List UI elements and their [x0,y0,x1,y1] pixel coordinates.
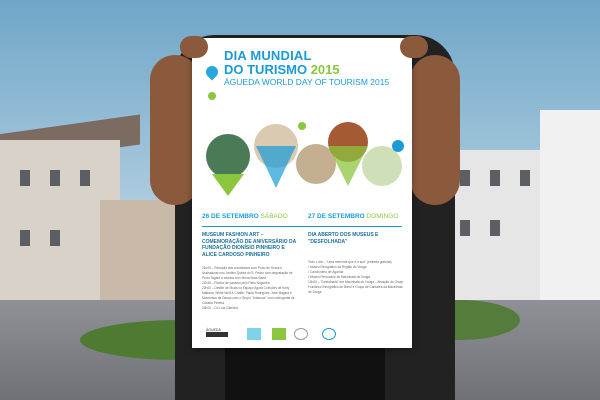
triangle-green [212,174,244,196]
date-right [308,213,398,220]
event-left-title: MUSEUM FASHION ART – COMEMORAÇÃO DE ANIVERSÁRIO DA FUNDAÇÃO DIONÍSIO PINHEIRO E ALICE CARDOSO PINHEIRO [202,232,297,258]
seal-logo [294,328,308,340]
un-logo [322,328,336,340]
title-line2-text: DO TURISMO [224,62,308,77]
title-year: 2015 [310,62,340,77]
left-hand [180,36,208,58]
shirt [225,340,385,400]
small-blue-dot [392,140,404,152]
program-item: 21h00 – Receção dos convidados com Porto de Honra e Assinaturas nos Jardins Quinta do S. Pedro com degustação de Porto Tagaré a música com Mona Boss Band [202,266,293,280]
date-right-text: 27 DE SETEMBRO [308,213,365,220]
photo-circle-plant [362,146,402,186]
small-green-dot [298,122,306,130]
date-left-text: 26 DE SETEMBRO [202,213,259,220]
program-item: • Museu Ferroviário de Macinhata do Vouga [308,275,371,279]
program-item: 21h45 – Pórtico de passeio pelo Patio Nogueira [202,281,270,285]
date-left [202,213,288,220]
program-left [202,266,298,311]
right-hand [400,36,428,58]
right-arm [410,55,460,205]
agueda-logo [206,328,228,340]
poster [192,38,412,348]
program-item: Todo o dia – "Uma memória que é a sua" (entrada gratuita): [308,260,393,264]
weekday-right: DOMINGO [366,213,399,220]
triangle-blue [256,146,296,188]
photo-circle-trees [206,134,250,178]
sponsor-logo-blue [247,328,261,340]
building-right-tall [540,110,600,320]
green-dot [208,92,216,100]
poster-title-line2 [224,62,340,77]
weekday-left: SÁBADO [260,213,288,220]
sponsor-logo-green [272,328,286,340]
location-pin-icon [204,64,221,81]
program-item: 22h00 – Desfile de Moda no Espaço Ágora Coleções de Kelly Mattana, White Wolf & Chaffe, Paula Rodrigues, José Magina e Momentos de Dança com o Grupo "Antarcas" com coreografia de Claudia Pereira [202,286,295,305]
photo-band [198,116,406,208]
sponsor-logos [202,328,402,342]
poster-subtitle: ÁGUEDA WORLD DAY OF TOURISM 2015 [224,77,390,87]
program-item: 10h00 – "Desfolhada" em Macinhata do Vouga – Atuação do Grupo Folclórico Etnográfico de Barrô e Grupo de Cantares da Macinhata de Vouga [308,280,404,294]
event-right-title: DIA ABERTO DOS MUSEUS E "DESFOLHADA" [308,232,379,245]
agueda-logo-text: ÁGUEDA [206,328,221,332]
poster-title-line1: DIA MUNDIAL [224,48,312,63]
divider [202,226,402,227]
program-item: • Cancioneiro de Águeda [308,270,344,274]
program-item: • Museu Etnográfico da Região do Vouga [308,265,367,269]
program-right [308,260,404,295]
program-item: 23h00 – DJ Luís Gabinho [202,306,239,310]
